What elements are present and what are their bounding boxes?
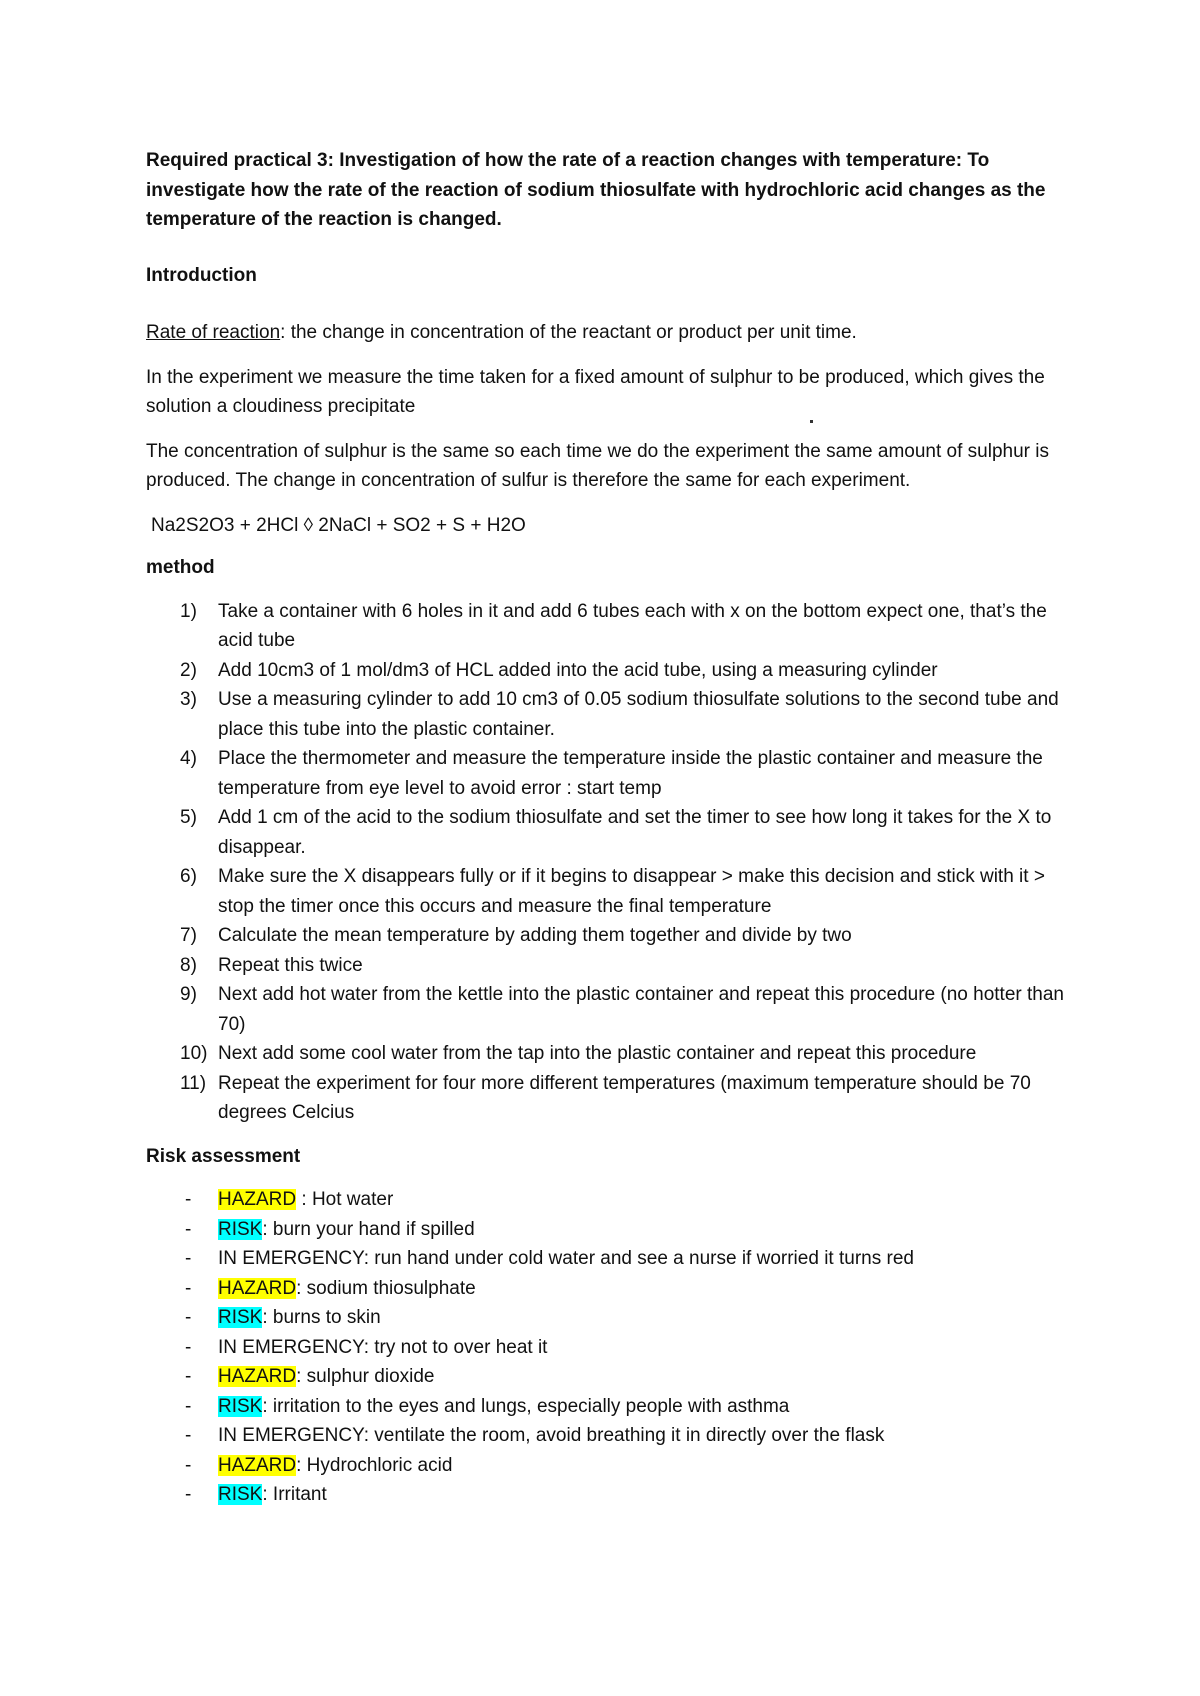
risk-label: RISK	[218, 1395, 263, 1417]
risk-item	[146, 1274, 1066, 1304]
risk-item	[146, 1451, 1066, 1481]
method-step	[146, 862, 1066, 921]
list-dash: -	[185, 1189, 192, 1210]
risk-label: IN EMERGENCY	[218, 1336, 364, 1358]
method-step	[146, 980, 1066, 1039]
risk-label: RISK	[218, 1484, 263, 1505]
list-dash: -	[185, 1395, 192, 1417]
step-number: 1)	[180, 600, 197, 622]
rate-term: Rate of reaction	[146, 322, 281, 343]
step-number: 5)	[180, 807, 197, 828]
rate-definition	[146, 318, 1066, 348]
step-text: Repeat this twice	[218, 954, 363, 976]
method-step	[146, 803, 1066, 862]
step-text: Use a measuring cylinder to add 10 cm3 of 0.05 sodium thiosulfate solutions to the second tube and place this tube into the plastic container.	[218, 689, 1059, 740]
method-step	[146, 656, 1066, 686]
step-text: Repeat the experiment for four more different temperatures (maximum temperature should be 70 degrees Celcius	[218, 1072, 1031, 1123]
step-text: Add 10cm3 of 1 mol/dm3 of HCL added into the acid tube, using a measuring cylinder	[218, 659, 938, 681]
risk-label: HAZARD	[218, 1454, 297, 1476]
step-number: 2)	[180, 659, 197, 681]
risk-text: : ventilate the room, avoid breathing it in directly over the flask	[363, 1425, 885, 1446]
risk-item	[146, 1392, 1066, 1422]
list-dash: -	[185, 1366, 192, 1387]
list-dash: -	[185, 1425, 192, 1446]
risk-label: IN EMERGENCY	[218, 1425, 364, 1446]
risk-item	[146, 1244, 1066, 1274]
step-number: 4)	[180, 748, 197, 769]
risk-text: : irritation to the eyes and lungs, especially people with asthma	[262, 1395, 790, 1417]
risk-item	[146, 1185, 1066, 1215]
step-text: Make sure the X disappears fully or if it begins to disappear > make this decision and stick with it > stop the timer once this occurs and measure the final temperature	[218, 866, 1045, 917]
risk-assessment-heading: Risk assessment	[146, 1145, 301, 1167]
risk-text: : run hand under cold water and see a nurse if worried it turns red	[363, 1248, 914, 1269]
document-body	[146, 146, 1066, 1510]
risk-label: HAZARD	[218, 1366, 297, 1387]
risk-text: : burn your hand if spilled	[262, 1218, 475, 1240]
list-dash: -	[185, 1454, 192, 1476]
step-text: Place the thermometer and measure the temperature inside the plastic container and measure the temperature from eye level to avoid error : start temp	[218, 748, 1043, 799]
rate-definition-text: : the change in concentration of the reactant or product per unit time.	[280, 322, 857, 343]
step-text: Next add some cool water from the tap into the plastic container and repeat this procedure	[218, 1043, 977, 1064]
risk-item	[146, 1362, 1066, 1392]
step-text: Add 1 cm of the acid to the sodium thiosulfate and set the timer to see how long it takes for the X to disappear.	[218, 807, 1052, 858]
method-step	[146, 1069, 1066, 1128]
risk-text: : sulphur dioxide	[296, 1366, 435, 1387]
risk-label: IN EMERGENCY	[218, 1248, 364, 1269]
list-dash: -	[185, 1484, 192, 1505]
step-number: 6)	[180, 866, 197, 887]
method-step	[146, 597, 1066, 656]
paragraph-concentration: The concentration of sulphur is the same so each time we do the experiment the same amount of sulphur is produced. The change in concentration of sulfur is therefore the same for each experiment.	[146, 440, 1049, 491]
method-heading: method	[146, 557, 215, 578]
risk-item	[146, 1333, 1066, 1363]
method-steps-list	[146, 597, 1066, 1128]
step-text: Calculate the mean temperature by adding them together and divide by two	[218, 925, 852, 946]
risk-text: : sodium thiosulphate	[296, 1277, 476, 1299]
risk-item	[146, 1303, 1066, 1333]
risk-label: HAZARD	[218, 1189, 297, 1210]
risk-text: : Irritant	[262, 1484, 327, 1505]
risk-text: : Hot water	[296, 1189, 394, 1210]
risk-label: RISK	[218, 1307, 263, 1328]
list-dash: -	[185, 1307, 192, 1328]
list-dash: -	[185, 1336, 192, 1358]
step-text: Next add hot water from the kettle into the plastic container and repeat this procedure (no hotter than 70)	[218, 984, 1064, 1035]
chemical-equation: Na2S2O3 + 2HCl ◊ 2NaCl + SO2 + S + H2O	[151, 514, 526, 536]
step-number: 11)	[180, 1072, 207, 1094]
step-number: 8)	[180, 954, 197, 976]
risk-label: HAZARD	[218, 1277, 297, 1299]
document-title: Required practical 3: Investigation of how the rate of a reaction changes with temperature: To investigate how the rate of the reaction of sodium thiosulfate with hydrochloric acid changes as the temperature of the reaction is changed.	[146, 150, 1046, 230]
step-number: 9)	[180, 984, 197, 1005]
risk-item	[146, 1215, 1066, 1245]
step-number: 7)	[180, 925, 197, 946]
risk-label: RISK	[218, 1218, 263, 1240]
method-step	[146, 1039, 1066, 1069]
risk-item	[146, 1480, 1066, 1510]
step-number: 3)	[180, 689, 197, 710]
step-number: 10)	[180, 1043, 208, 1064]
list-dash: -	[185, 1277, 192, 1299]
risk-list	[146, 1185, 1066, 1510]
method-step	[146, 951, 1066, 981]
risk-item	[146, 1421, 1066, 1451]
method-step	[146, 685, 1066, 744]
introduction-heading: Introduction	[146, 264, 257, 286]
paragraph-measurement: In the experiment we measure the time taken for a fixed amount of sulphur to be produced, which gives the solution a cloudiness precipitate	[146, 366, 1045, 417]
method-step	[146, 921, 1066, 951]
risk-text: : try not to over heat it	[363, 1336, 548, 1358]
step-text: Take a container with 6 holes in it and add 6 tubes each with x on the bottom expect one, that’s the acid tube	[218, 600, 1047, 651]
risk-text: : burns to skin	[262, 1307, 381, 1328]
risk-text: : Hydrochloric acid	[296, 1454, 453, 1476]
list-dash: -	[185, 1218, 192, 1240]
list-dash: -	[185, 1248, 192, 1269]
method-step	[146, 744, 1066, 803]
